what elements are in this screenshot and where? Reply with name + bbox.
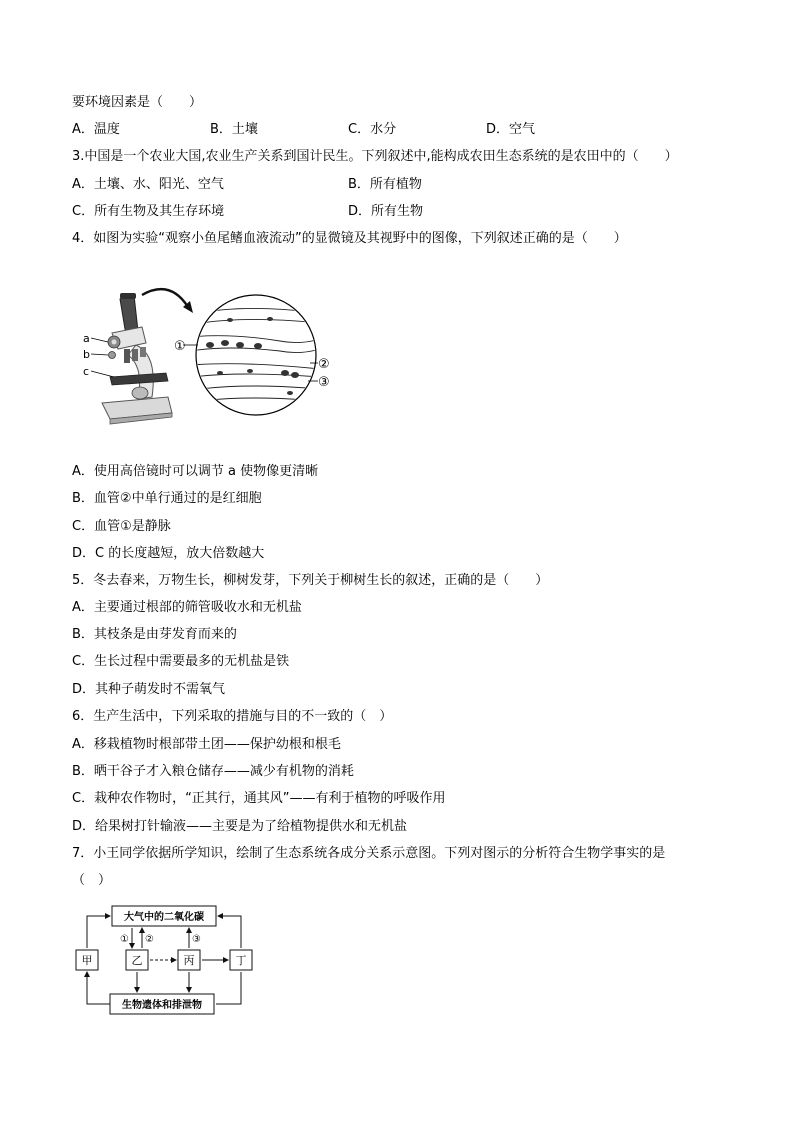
q2-stem-tail: 要环境因素是（ ） <box>72 95 203 110</box>
q6-option-a: A．移栽植物时根部带土团——保护幼根和根毛 <box>72 737 341 752</box>
q5-option-d: D．其种子萌发时不需氧气 <box>72 682 226 697</box>
q3-stem: 3.中国是一个农业大国,农业生产关系到国计民生。下列叙述中,能构成农田生态系统的是农田中的（ ） <box>72 149 678 164</box>
q6-option-b: B．晒干谷子才入粮仓储存——减少有机物的消耗 <box>72 764 354 779</box>
q4-figure-svg <box>80 285 340 435</box>
q4-option-c: C．血管①是静脉 <box>72 519 171 534</box>
yi-label: 乙 <box>131 954 143 967</box>
microscope-drawing <box>91 293 172 424</box>
ding-label: 丁 <box>235 954 247 967</box>
label-a: a <box>83 332 90 345</box>
q6-option-c: C．栽种农作物时，“正其行，通其风”——有利于植物的呼吸作用 <box>72 791 446 806</box>
q5-option-a: A．主要通过根部的筛管吸收水和无机盐 <box>72 600 302 615</box>
q4-microscope-figure <box>80 285 340 435</box>
q3-option-a: A．土壤、水、阳光、空气 <box>72 177 224 192</box>
pointing-arrow <box>142 289 188 307</box>
label-c: c <box>83 365 90 378</box>
q3-option-b: B．所有植物 <box>348 177 422 192</box>
remains-label: 生物遗体和排泄物 <box>122 1000 202 1011</box>
q5-option-c: C．生长过程中需要最多的无机盐是铁 <box>72 654 290 669</box>
q6-stem: 6．生产生活中，下列采取的措施与目的不一致的（ ） <box>72 709 393 724</box>
q2-option-a: A．温度 <box>72 122 120 137</box>
arrow-3-label: ③ <box>192 934 201 945</box>
q4-option-d: D．C 的长度越短，放大倍数越大 <box>72 546 265 561</box>
field-of-view <box>183 295 320 415</box>
q4-option-a: A．使用高倍镜时可以调节 a 使物像更清晰 <box>72 464 319 479</box>
q7-stem-paren: （ ） <box>72 873 112 888</box>
co2-label: 大气中的二氧化碳 <box>124 912 204 923</box>
jia-label: 甲 <box>81 954 93 967</box>
q3-option-d: D．所有生物 <box>348 204 424 219</box>
q2-option-c: C．水分 <box>348 122 397 137</box>
arrow-2-label: ② <box>145 934 154 945</box>
label-b: b <box>83 348 90 361</box>
q7-stem: 7．小王同学依据所学知识，绘制了生态系统各成分关系示意图。下列对图示的分析符合生物学事实的是 <box>72 846 666 861</box>
q5-stem: 5．冬去春来，万物生长，柳树发芽，下列关于柳树生长的叙述，正确的是（ ） <box>72 573 549 588</box>
q7-ecosystem-diagram <box>70 898 260 1024</box>
q5-option-b: B．其枝条是由芽发育而来的 <box>72 627 237 642</box>
q7-diagram-svg <box>70 898 260 1024</box>
bing-label: 丙 <box>183 954 195 967</box>
label-vessel-1: ① <box>174 339 186 354</box>
arrow-1-label: ① <box>120 934 129 945</box>
label-vessel-2: ② <box>318 357 330 372</box>
q2-option-d: D．空气 <box>486 122 536 137</box>
q4-option-b: B．血管②中单行通过的是红细胞 <box>72 491 262 506</box>
label-vessel-3: ③ <box>318 375 330 390</box>
diagram-arrows <box>87 916 241 1004</box>
q3-option-c: C．所有生物及其生存环境 <box>72 204 225 219</box>
q4-stem: 4．如图为实验“观察小鱼尾鳍血液流动”的显微镜及其视野中的图像，下列叙述正确的是（ ） <box>72 231 627 246</box>
q6-option-d: D．给果树打针输液——主要是为了给植物提供水和无机盐 <box>72 819 408 834</box>
q2-option-b: B．土壤 <box>210 122 258 137</box>
